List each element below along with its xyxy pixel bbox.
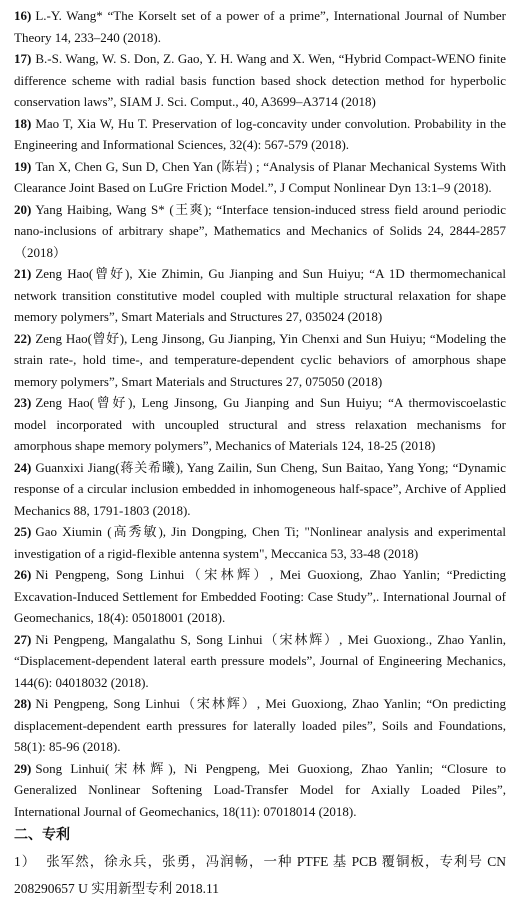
reference-number: 20) xyxy=(14,201,32,217)
reference-text: Ni Pengpeng, Song Linhui（宋林辉）, Mei Guoxiong, Zhao Yanlin; “Predicting Excavation-Induced Settlement for Embedded Footing: Case Study”,. International Journal of Geomechanics, 18(4): 05018001 (2018). xyxy=(14,567,506,625)
reference-number: 18) xyxy=(14,115,32,131)
reference-item xyxy=(14,392,506,457)
patent-text: 张军然，徐永兵，张勇，冯润畅，一种 PTFE 基 PCB 覆铜板，专利号 CN 208290657 U 实用新型专利 2018.11 xyxy=(14,854,507,896)
reference-item xyxy=(14,457,506,522)
reference-text: Ni Pengpeng, Song Linhui（宋林辉）, Mei Guoxiong, Zhao Yanlin; “On predicting displacement-dependent earth pressures for laterally loaded piles”, Soils and Foundations, 58(1): 85-96 (2018). xyxy=(14,696,506,754)
reference-item xyxy=(14,521,506,564)
reference-number: 19) xyxy=(14,158,32,174)
reference-item xyxy=(14,693,506,758)
reference-number: 22) xyxy=(14,330,32,346)
reference-list xyxy=(14,5,506,822)
reference-number: 16) xyxy=(14,8,32,23)
reference-text: Gao Xiumin (高秀敏), Jin Dongping, Chen Ti; "Nonlinear analysis and experimental investigation of a rigid-flexible antenna system", Meccanica 53, 33-48 (2018) xyxy=(14,524,506,561)
reference-text: Yang Haibing, Wang S* (王爽); “Interface tension-induced stress field around periodic nano-inclusions of arbitrary shape”, Mathematics and Mechanics of Solids 24, 2844-2857（2018） xyxy=(14,201,506,260)
reference-number: 17) xyxy=(14,51,32,66)
reference-text: Song Linhui(宋林辉), Ni Pengpeng, Mei Guoxiong, Zhao Yanlin; “Closure to Generalized Nonlinear Softening Load-Transfer Model for Axially Loaded Piles”, International Journal of Geomechanics, 18(11): 07018014 (2018). xyxy=(14,760,506,819)
reference-text: Ni Pengpeng, Mangalathu S, Song Linhui（宋林辉）, Mei Guoxiong., Zhao Yanlin, “Displacement-dependent lateral earth pressure models”, Journal of Engineering Mechanics, 144(6): 04018032 (2018). xyxy=(14,631,506,690)
reference-item xyxy=(14,263,506,328)
reference-text: Tan X, Chen G, Sun D, Chen Yan (陈岩) ; “Analysis of Planar Mechanical Systems With Clearance Joint Based on LuGre Friction Model.”, J Comput Nonlinear Dyn 13:1–9 (2018). xyxy=(14,158,506,195)
reference-number: 26) xyxy=(14,567,32,582)
reference-text: Zeng Hao(曾好), Xie Zhimin, Gu Jianping and Sun Huiyu; “A 1D thermomechanical network transition constitutive model coupled with multiple structural relaxation for shape memory polymers”, Smart Materials and Structures 27, 035024 (2018) xyxy=(14,266,506,324)
reference-text: L.-Y. Wang* “The Korselt set of a power of a prime”, International Journal of Number Theory 14, 233–240 (2018). xyxy=(14,8,506,45)
reference-item xyxy=(14,5,506,48)
section-heading-patents: 二、专利 xyxy=(14,827,70,843)
reference-number: 24) xyxy=(14,459,32,475)
reference-item xyxy=(14,629,506,694)
reference-text: Mao T, Xia W, Hu T. Preservation of log-concavity under convolution. Probability in the Engineering and Informational Sciences, 32(4): 567-579 (2018). xyxy=(14,115,506,152)
reference-item xyxy=(14,156,506,199)
reference-item xyxy=(14,758,506,823)
reference-text: Zeng Hao(曾好), Leng Jinsong, Gu Jianping and Sun Huiyu; “A thermoviscoelastic model incorporated with uncoupled structural and stress relaxation mechanisms for amorphous shape memory polymers”, Mechanics of Materials 124, 18-25 (2018) xyxy=(14,395,506,453)
reference-number: 21) xyxy=(14,266,32,281)
reference-item xyxy=(14,113,506,156)
patent-number: 1） xyxy=(14,854,37,869)
reference-item xyxy=(14,199,506,264)
document-page xyxy=(14,5,506,916)
reference-number: 25) xyxy=(14,524,32,539)
reference-item xyxy=(14,48,506,113)
reference-number: 23) xyxy=(14,395,32,410)
patent-item xyxy=(14,848,506,902)
reference-number: 27) xyxy=(14,631,32,647)
reference-text: B.-S. Wang, W. S. Don, Z. Gao, Y. H. Wang and X. Wen, “Hybrid Compact-WENO finite difference scheme with radial basis function based shock detection method for hyperbolic conservation laws”, SIAM J. Sci. Comput., 40, A3699–A3714 (2018) xyxy=(14,51,506,109)
reference-item xyxy=(14,328,506,393)
reference-text: Guanxixi Jiang(蒋关希曦), Yang Zailin, Sun Cheng, Sun Baitao, Yang Yong; “Dynamic response of a circular inclusion embedded in inhomogeneous half-space”, Archive of Applied Mechanics 88, 1791-1803 (2018). xyxy=(14,459,506,518)
reference-number: 28) xyxy=(14,696,32,711)
reference-item xyxy=(14,564,506,629)
reference-number: 29) xyxy=(14,760,32,776)
reference-text: Zeng Hao(曾好), Leng Jinsong, Gu Jianping, Yin Chenxi and Sun Huiyu; “Modeling the strain rate-, hold time-, and temperature-dependent cyclic behaviors of amorphous shape memory polymers”, Smart Materials and Structures 27, 075050 (2018) xyxy=(14,330,506,389)
